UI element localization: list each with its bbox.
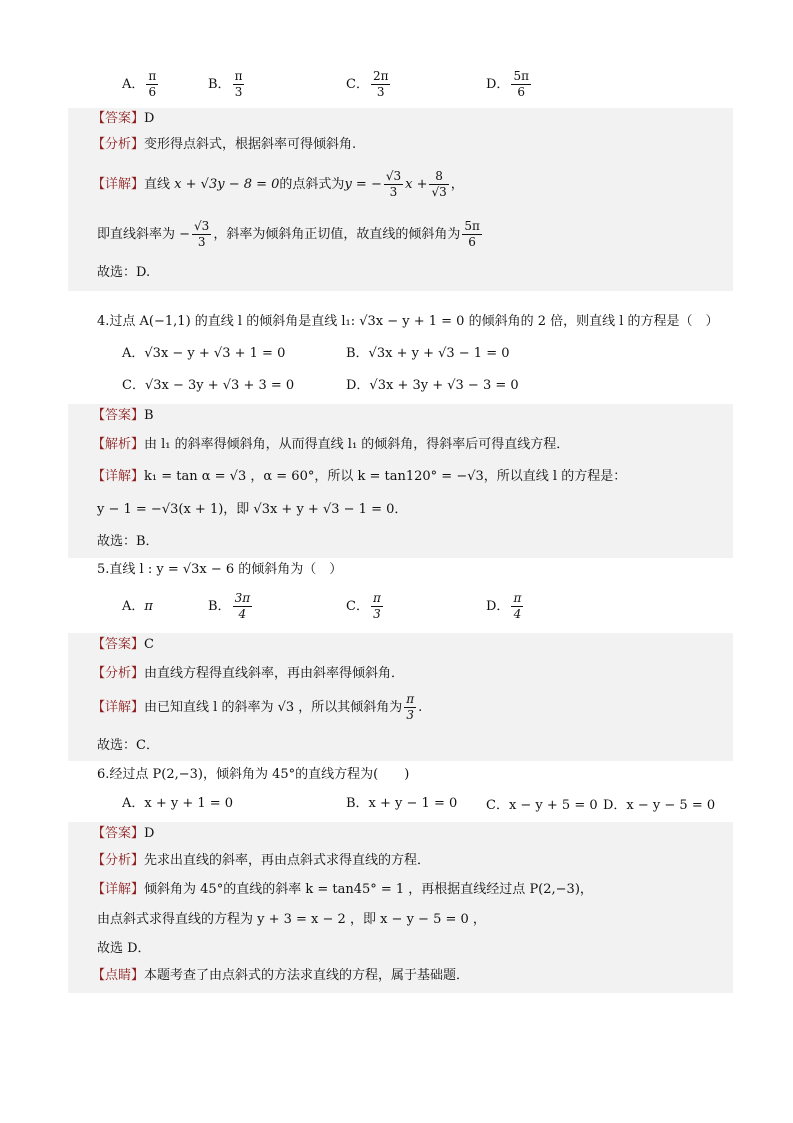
q5-option-c: [346, 592, 385, 621]
q6-answer: [92, 825, 154, 843]
equation: y = −: [344, 177, 382, 192]
fraction: [371, 592, 383, 621]
q5-option-a: [122, 598, 153, 616]
q6-option-d: D．x − y − 5 = 0: [603, 798, 716, 813]
denominator: 6: [468, 235, 476, 249]
fraction: [429, 170, 448, 199]
q5-option-d: [486, 592, 525, 621]
q4-option-a: A．√3x − y + √3 + 1 = 0: [122, 346, 286, 361]
option-label: D．: [486, 599, 510, 614]
detail-text: 由已知直线 l 的斜率为 √3 ，所以其倾斜角为: [144, 700, 403, 715]
q6-option-b: B．x + y − 1 = 0: [346, 796, 458, 811]
q6-option-c: C．x − y + 5 = 0: [486, 798, 598, 813]
fraction: [511, 70, 531, 99]
answer-tag: 【答案】: [92, 637, 145, 652]
denominator: 3: [376, 85, 385, 99]
analysis-tag: 【解析】: [92, 437, 145, 452]
analysis-text: 由直线方程得直线斜率，再由斜率得倾斜角．: [144, 666, 405, 681]
answer-value: B: [144, 408, 154, 423]
q3-analysis: [92, 136, 356, 154]
denominator: 6: [148, 85, 157, 99]
answer-value: C: [144, 637, 154, 652]
answer-tag: 【答案】: [92, 408, 145, 423]
detail-tag: 【详解】: [92, 469, 145, 484]
q6-choice: 故选 D．: [97, 941, 151, 956]
detail-text: k₁ = tan α = √3 ，α = 60°，所以 k = tan120° = −√3，所以直线 l 的方程是：: [144, 469, 627, 484]
denominator: 3: [389, 185, 398, 199]
numerator: π: [372, 591, 381, 605]
equation: x +: [405, 177, 428, 192]
comment-tag: 【点睛】: [92, 968, 145, 983]
q4-stem: 4.过点 A(−1,1) 的直线 l 的倾斜角是直线 l₁: √3x − y + 1 = 0 的倾斜角的 2 倍，则直线 l 的方程是（ ）: [97, 314, 719, 329]
answer-tag: 【答案】: [92, 111, 145, 126]
option-label: C．: [346, 599, 369, 614]
q6-stem: 6.经过点 P(2,−3)，倾斜角为 45°的直线方程为( ): [97, 767, 410, 782]
answer-value: D: [144, 111, 155, 126]
q4-option-d: D．√3x + 3y + √3 − 3 = 0: [346, 378, 519, 393]
detail-text: 的点斜式为: [279, 177, 345, 192]
q6-detail: [92, 881, 593, 899]
q4-analysis: [92, 436, 569, 454]
answer-tag: 【答案】: [92, 826, 145, 841]
numerator: π: [406, 692, 415, 706]
fraction: [192, 220, 211, 249]
option-value: π: [144, 599, 153, 614]
q4-option-b: B．√3x + y + √3 − 1 = 0: [346, 346, 510, 361]
denominator: 3: [406, 708, 415, 722]
numerator: π: [148, 69, 157, 83]
option-label: B．: [208, 599, 231, 614]
option-label: A．: [122, 77, 145, 92]
denominator: 3: [373, 607, 381, 621]
numerator: 5π: [464, 219, 480, 233]
denominator: √3: [431, 185, 447, 199]
denominator: 4: [238, 607, 247, 621]
q5-detail: [92, 693, 422, 723]
option-label: C．: [346, 77, 369, 92]
fraction: [233, 70, 245, 99]
numerator: 3π: [234, 591, 251, 605]
numerator: √3: [385, 169, 402, 183]
q4-option-c: C．√3x − 3y + √3 + 3 = 0: [122, 378, 295, 393]
denominator: 3: [197, 235, 206, 249]
detail-tag: 【详解】: [92, 177, 145, 192]
detail-tag: 【详解】: [92, 882, 145, 897]
fraction: [462, 220, 482, 249]
q3-choice: 故选：D.: [97, 265, 151, 280]
q5-choice: 故选：C．: [97, 738, 159, 753]
analysis-tag: 【分析】: [92, 666, 145, 681]
q4-detail-line2: y − 1 = −√3(x + 1)，即 √3x + y + √3 − 1 = 0．: [97, 502, 408, 517]
fraction: [384, 170, 403, 199]
q3-detail: [92, 170, 464, 200]
option-label: B．: [208, 77, 231, 92]
detail-text: 即直线斜率为 −: [97, 227, 191, 242]
numerator: 2π: [372, 69, 389, 83]
numerator: π: [234, 69, 243, 83]
q5-option-b: [208, 592, 254, 621]
detail-text: .: [418, 700, 423, 715]
numerator: π: [513, 591, 522, 605]
q6-option-a: A．x + y + 1 = 0: [122, 796, 234, 811]
analysis-text: 变形得点斜式，根据斜率可得倾斜角.: [144, 137, 357, 152]
fraction: [371, 70, 391, 99]
answer-value: D: [144, 826, 155, 841]
q5-analysis: [92, 665, 404, 683]
analysis-text: 由 l₁ 的斜率得倾斜角，从而得直线 l₁ 的倾斜角，得斜率后可得直线方程．: [144, 437, 570, 452]
q6-detail-line2: 由点斜式求得直线的方程为 y + 3 = x − 2 ，即 x − y − 5 = 0 ，: [97, 912, 486, 927]
detail-text: ，斜率为倾斜角正切值，故直线的倾斜角为: [213, 227, 461, 242]
q6-comment: [92, 967, 469, 985]
option-label: D．: [486, 77, 510, 92]
equation: x + √3y − 8 = 0: [174, 177, 280, 192]
q3-option-b: [208, 70, 246, 99]
q4-choice: 故选：B．: [97, 534, 159, 549]
q4-answer: [92, 407, 154, 425]
fraction: [404, 693, 416, 722]
analysis-tag: 【分析】: [92, 853, 145, 868]
q5-stem: 5.直线 l : y = √3x − 6 的倾斜角为（ ）: [97, 562, 343, 577]
numerator: 8: [429, 170, 448, 185]
denominator: 4: [513, 607, 522, 621]
numerator: √3: [194, 219, 210, 233]
fraction: [511, 592, 523, 621]
q6-analysis: [92, 852, 430, 870]
comment-text: 本题考查了由点斜式的方法求直线的方程，属于基础题．: [144, 968, 470, 983]
analysis-tag: 【分析】: [92, 137, 145, 152]
detail-text: ，: [450, 177, 464, 192]
denominator: 6: [517, 85, 526, 99]
detail-text: 直线: [144, 177, 171, 192]
fraction: [146, 70, 158, 99]
q5-answer: [92, 636, 154, 654]
q3-option-c: [346, 70, 392, 99]
fraction: [233, 592, 253, 621]
q3-option-a: [122, 70, 160, 99]
option-label: A．: [122, 599, 145, 614]
detail-tag: 【详解】: [92, 700, 145, 715]
numerator: 5π: [513, 69, 529, 83]
analysis-text: 先求出直线的斜率，再由点斜式求得直线的方程．: [144, 853, 431, 868]
q3-answer: [92, 110, 154, 128]
q4-detail: [92, 468, 626, 486]
q3-option-d: [486, 70, 533, 99]
detail-text: 倾斜角为 45°的直线的斜率 k = tan45° = 1 ，再根据直线经过点 P(2,−3)，: [144, 882, 593, 897]
denominator: 3: [234, 85, 243, 99]
q3-detail-line2: [97, 220, 484, 250]
